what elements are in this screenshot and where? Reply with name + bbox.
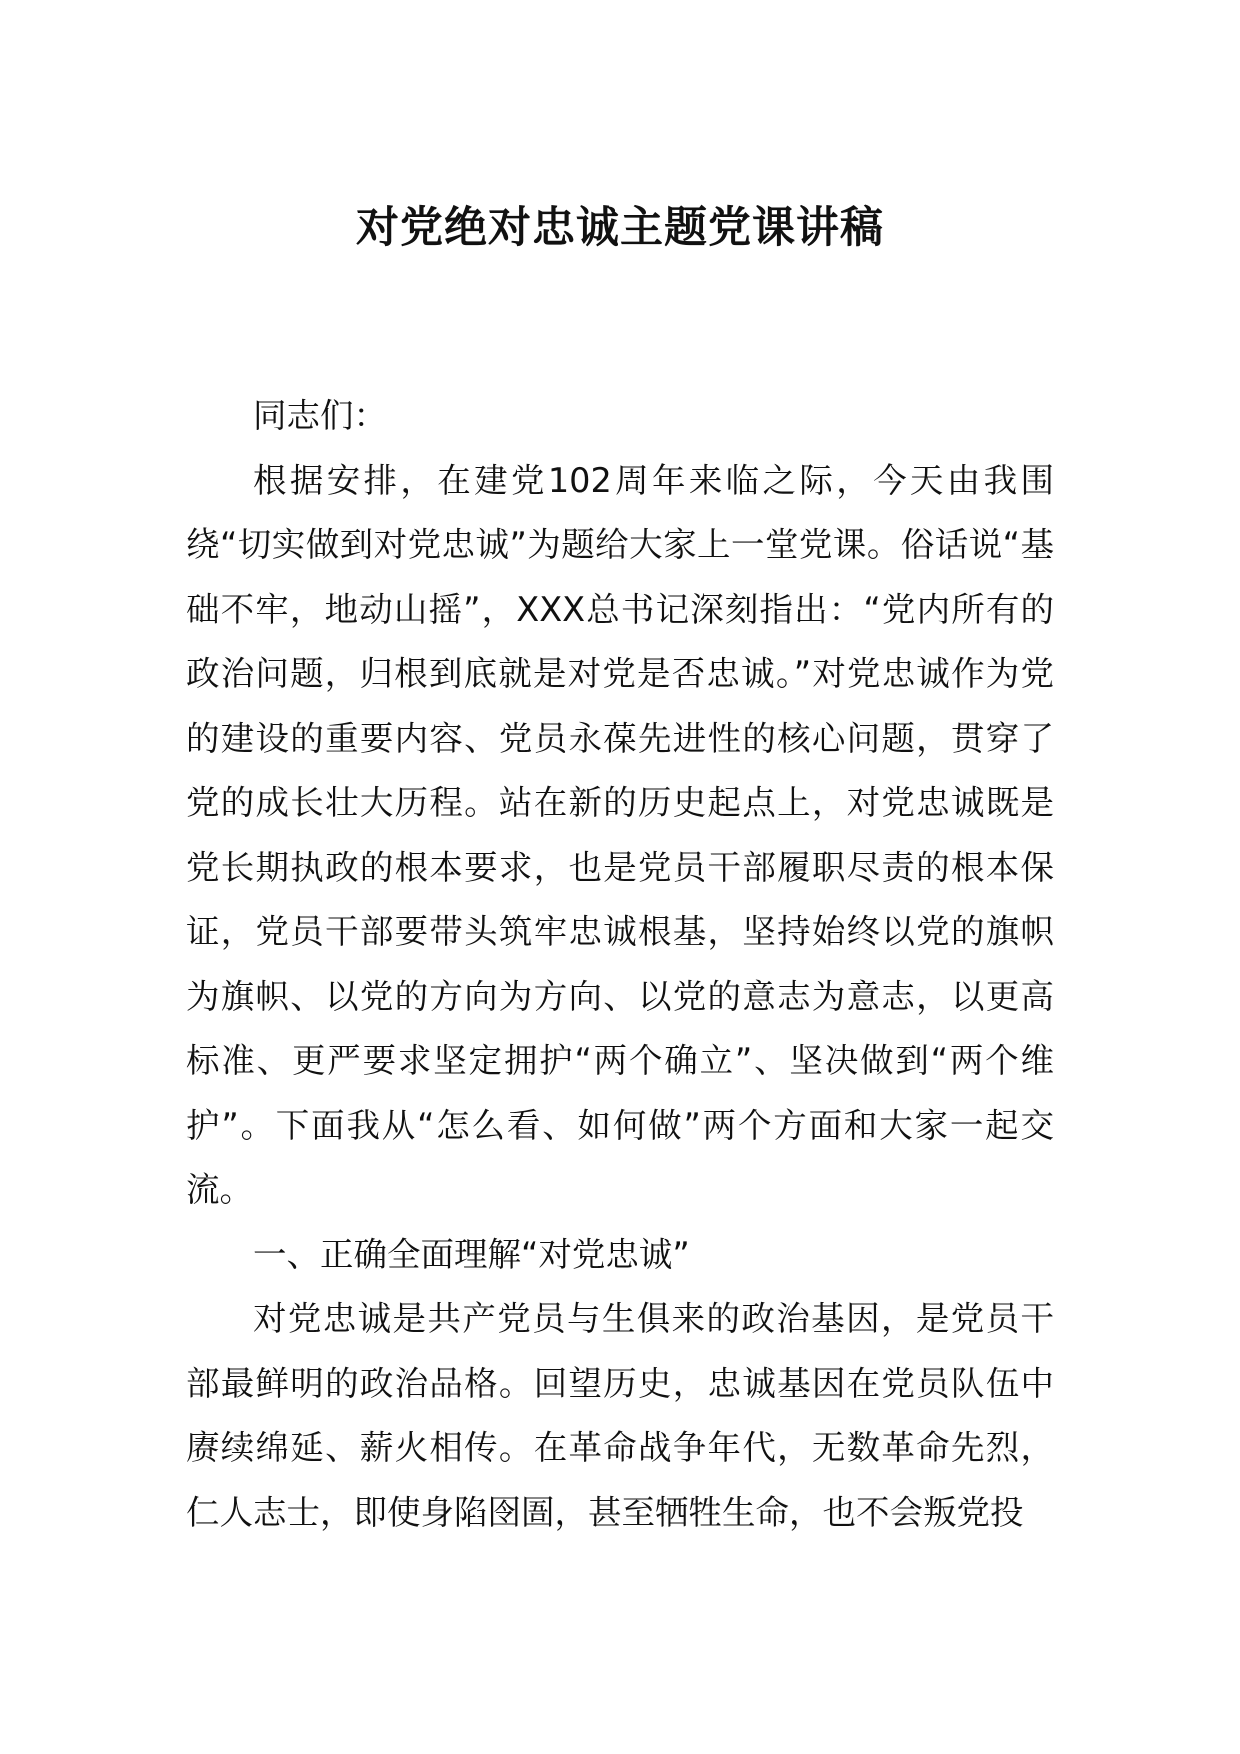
intro-paragraph: 根据安排，在建党102周年来临之际，今天由我围绕“切实做到对党忠诚”为题给大家上一堂党课。俗话说“基础不牢，地动山摇”，XXX总书记深刻指出：“党内所有的政治问题，归根到底就是对党是否忠诚。”对党忠诚作为党的建设的重要内容、党员永葆先进性的核心问题，贯穿了党的成长壮大历程。站在新的历史起点上，对党忠诚既是党长期执政的根本要求，也是党员干部履职尽责的根本保证，党员干部要带头筑牢忠诚根基，坚持始终以党的旗帜为旗帜、以党的方向为方向、以党的意志为意志，以更高标准、更严要求坚定拥护“两个确立”、坚决做到“两个维护”。下面我从“怎么看、如何做”两个方面和大家一起交流。 [186, 460, 1054, 1209]
document-title: 对党绝对忠诚主题党课讲稿 [356, 203, 884, 253]
section-paragraph: 对党忠诚是共产党员与生俱来的政治基因，是党员干部最鲜明的政治品格。回望历史，忠诚基因在党员队伍中赓续绵延、薪火相传。在革命战争年代，无数革命先烈，仁人志士，即使身陷囹圄，甚至牺牲生命，也不会叛党投 [186, 1299, 1054, 1532]
section-heading: 一、正确全面理解“对党忠诚” [253, 1234, 690, 1274]
salutation-paragraph: 同志们： [253, 396, 387, 435]
document-body [186, 384, 1054, 1545]
